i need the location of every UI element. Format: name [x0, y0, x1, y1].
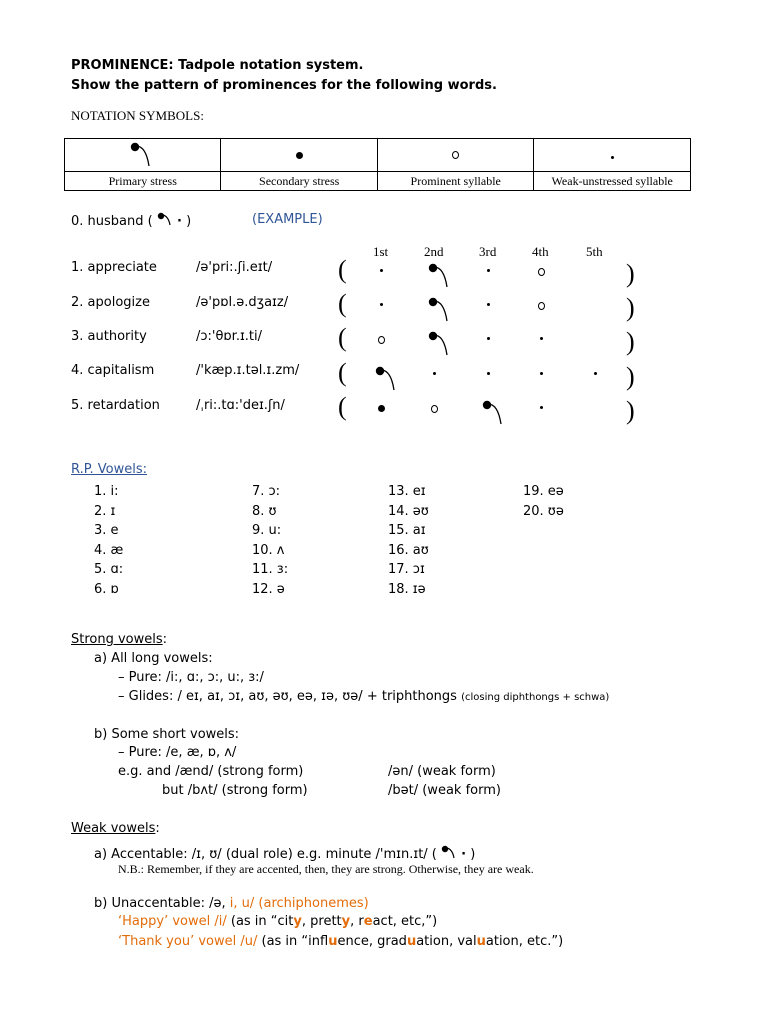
strong-vowels-heading: Strong vowels:: [71, 632, 168, 647]
vowel-item: 19. eə: [523, 484, 564, 499]
example-word: 0. husband ( · ): [71, 214, 192, 229]
weak-dot-mark: [540, 372, 543, 375]
prominent-circle-mark: [538, 268, 545, 276]
vowel-item: 4. æ: [94, 542, 124, 558]
close-paren: ): [626, 293, 635, 322]
weak-nb: N.B.: Remember, if they are accented, then, they are strong. Otherwise, they are weak.: [118, 862, 534, 876]
vowel-column-1: [94, 482, 123, 599]
vowel-item: 12. ə: [252, 581, 285, 597]
word-label: 4. capitalism: [71, 363, 155, 378]
prominent-circle-mark: [431, 405, 438, 413]
weak-dot: ·: [461, 847, 467, 862]
weak-vowels-heading: Weak vowels:: [71, 821, 160, 836]
close-paren: ): [626, 396, 635, 425]
strong-example-1: e.g. and /ænd/ (strong form): [118, 764, 304, 779]
close-paren: ): [626, 362, 635, 391]
weak-dot-mark: [594, 372, 597, 375]
tadpole-example-icon: [157, 212, 173, 226]
open-paren: (: [338, 392, 347, 421]
column-1st: 1st: [373, 244, 389, 259]
example-tag: (EXAMPLE): [252, 212, 323, 227]
weak-form-2: /bət/ (weak form): [388, 783, 501, 798]
vowel-item: 9. u:: [252, 523, 282, 538]
prominent-circle-mark: [538, 302, 545, 310]
open-paren: (: [338, 323, 347, 352]
word-ipa: /ˌri:.tɑ:'deɪ.ʃn/: [196, 398, 285, 413]
close-paren: ): [626, 259, 635, 288]
vowel-column-4: [523, 482, 564, 521]
word-label: 3. authority: [71, 329, 147, 344]
tadpole-primary-mark: [428, 263, 450, 289]
symbol-label: Prominent syllable: [377, 172, 534, 191]
prominent-syllable-symbol: [377, 139, 534, 172]
vowel-item: 16. aʊ: [388, 542, 429, 558]
happy-vowel: ‘Happy’ vowel /i/ (as in “city, pretty, react, etc,”): [118, 914, 438, 929]
word-ipa: /ə'pri:.ʃi.eɪt/: [196, 260, 273, 275]
vowel-item: 7. ɔ:: [252, 484, 281, 499]
vowel-item: 15. aɪ: [388, 523, 426, 538]
column-4th: 4th: [532, 244, 549, 259]
weak-form-1: /ən/ (weak form): [388, 764, 496, 779]
vowel-item: 14. əʊ: [388, 503, 429, 519]
vowel-item: 20. ʊə: [523, 503, 564, 519]
strong-pure-short: – Pure: /e, æ, ɒ, ʌ/: [118, 745, 237, 760]
tadpole-primary-mark: [428, 297, 450, 323]
notation-heading: NOTATION SYMBOLS:: [71, 108, 204, 123]
vowel-item: 18. ɪə: [388, 581, 426, 597]
notation-symbols-table: [64, 138, 691, 191]
weak-dot-mark: [487, 303, 490, 306]
weak-dot-mark: [380, 303, 383, 306]
close-paren: ): [626, 327, 635, 356]
weak-dot-mark: [540, 406, 543, 409]
weak-dot-mark: [487, 269, 490, 272]
vowel-item: 3. e: [94, 523, 119, 538]
strong-glides: – Glides: / eɪ, aɪ, ɔɪ, aʊ, əʊ, eə, ɪə, ʊə/ + triphthongs (closing diphthongs + schwa): [118, 689, 610, 704]
tadpole-primary-mark: [482, 400, 504, 426]
weak-dot-mark: [487, 372, 490, 375]
weak-syllable-symbol: [534, 139, 691, 172]
secondary-dot-mark: [378, 405, 385, 412]
weak-dot-mark: [540, 337, 543, 340]
vowel-column-3: [388, 482, 429, 599]
vowel-item: 11. ɜ:: [252, 562, 289, 577]
primary-stress-symbol: [65, 139, 221, 172]
open-paren: (: [338, 358, 347, 387]
word-label: 1. appreciate: [71, 260, 157, 275]
vowel-item: 5. ɑ:: [94, 562, 124, 577]
column-2nd: 2nd: [424, 244, 444, 259]
word-ipa: /ɔ:'θɒr.ɪ.ti/: [196, 329, 263, 344]
symbol-label: Secondary stress: [221, 172, 378, 191]
weak-dot-mark: [487, 337, 490, 340]
large-dot-icon: [296, 152, 303, 159]
weak-dot-mark: [380, 269, 383, 272]
word-label: 2. apologize: [71, 295, 150, 310]
weak-b: b) Unaccentable: /ə, i, u/ (archiphonemes): [94, 896, 369, 911]
word-ipa: /ə'pɒl.ə.dʒaɪz/: [196, 295, 289, 310]
column-3rd: 3rd: [479, 244, 497, 259]
strong-pure: – Pure: /i:, ɑ:, ɔ:, u:, ɜ:/: [118, 670, 264, 685]
secondary-stress-symbol: [221, 139, 378, 172]
open-circle-icon: [452, 151, 459, 159]
strong-b: b) Some short vowels:: [94, 727, 240, 742]
small-dot-icon: [611, 156, 614, 159]
vowel-item: 6. ɒ: [94, 581, 119, 597]
tadpole-primary-icon: [130, 142, 152, 168]
instruction: Show the pattern of prominences for the following words.: [71, 78, 497, 93]
vowels-heading: R.P. Vowels:: [71, 462, 148, 477]
weak-dot: ·: [176, 214, 182, 229]
open-paren: (: [338, 289, 347, 318]
symbol-label: Weak-unstressed syllable: [534, 172, 691, 191]
vowel-column-2: [252, 482, 288, 599]
vowel-item: 1. i:: [94, 484, 119, 499]
strong-a: a) All long vowels:: [94, 651, 213, 666]
tadpole-primary-mark: [428, 331, 450, 357]
word-label: 5. retardation: [71, 398, 160, 413]
weak-a: a) Accentable: /ɪ, ʊ/ (dual role) e.g. minute /'mɪn.ɪt/ ( · ): [94, 847, 476, 862]
strong-example-2: but /bʌt/ (strong form): [162, 783, 308, 798]
vowel-item: 10. ʌ: [252, 542, 285, 558]
open-paren: (: [338, 255, 347, 284]
column-5th: 5th: [586, 244, 603, 259]
vowel-item: 17. ɔɪ: [388, 562, 425, 577]
tadpole-primary-mark: [375, 366, 397, 392]
page-title: PROMINENCE: Tadpole notation system.: [71, 58, 364, 73]
prominent-circle-mark: [378, 336, 385, 344]
vowel-item: 2. ɪ: [94, 503, 116, 519]
vowel-item: 8. ʊ: [252, 503, 277, 519]
symbol-label: Primary stress: [65, 172, 221, 191]
weak-dot-mark: [433, 372, 436, 375]
vowel-item: 13. eɪ: [388, 484, 426, 499]
thank-you-vowel: ‘Thank you’ vowel /u/ (as in “influence, graduation, valuation, etc.”): [118, 934, 564, 949]
word-ipa: /'kæp.ɪ.təl.ɪ.zm/: [196, 363, 300, 378]
tadpole-minute-icon: [441, 845, 457, 859]
